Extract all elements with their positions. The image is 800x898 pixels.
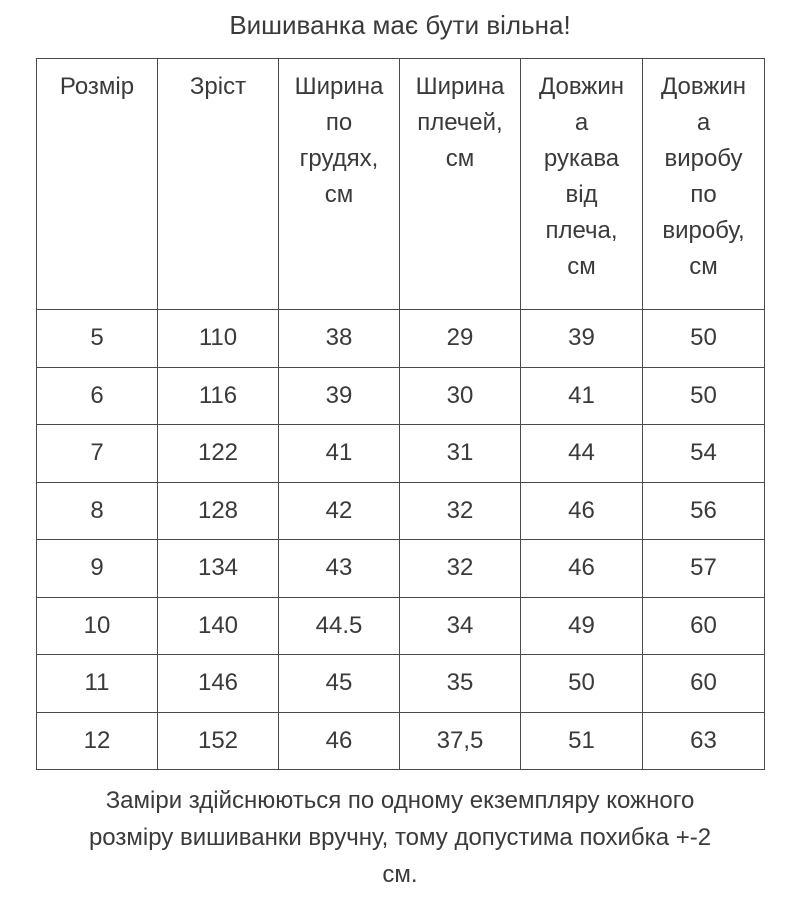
size-table [36,58,765,770]
table-cell: 110 [158,310,279,368]
header-line: від [565,181,598,208]
header-sleeve-length [521,59,643,310]
table-cell: 146 [158,655,279,713]
table-cell: 39 [279,367,400,425]
table-cell: 44 [521,425,643,483]
table-cell: 35 [400,655,521,713]
table-row [37,655,765,713]
table-cell: 56 [643,482,765,540]
table-cell: 152 [158,712,279,770]
header-line: рукава [543,145,620,172]
table-row [37,540,765,598]
table-cell: 30 [400,367,521,425]
table-cell: 63 [643,712,765,770]
header-line: виробу, [662,217,745,244]
table-cell: 34 [400,597,521,655]
header-line: Ширина [415,73,505,100]
header-chest-width [279,59,400,310]
table-cell: 8 [37,482,158,540]
table-cell: 46 [279,712,400,770]
table-row [37,482,765,540]
table-cell: 45 [279,655,400,713]
header-line: а [574,109,589,136]
table-header-row [37,59,765,310]
table-cell: 38 [279,310,400,368]
table-cell: 41 [279,425,400,483]
table-cell: 46 [521,540,643,598]
header-line: плечей, [417,109,503,136]
header-line: см [689,253,718,280]
table-cell: 122 [158,425,279,483]
header-line: см [324,181,354,208]
header-size [37,59,158,310]
table-cell: 116 [158,367,279,425]
note-line: Заміри здійснюються по одному екземпляру кожного [105,787,695,814]
header-line: виробу [664,145,743,172]
table-cell: 6 [37,367,158,425]
table-cell: 128 [158,482,279,540]
table-row [37,712,765,770]
table-cell: 7 [37,425,158,483]
note-line: розміру вишиванки вручну, тому допустима похибка +-2 [88,824,712,851]
page-title: Вишиванка має бути вільна! [229,10,571,40]
table-cell: 32 [400,540,521,598]
header-line: по [690,181,717,208]
header-line: Довжин [538,73,625,100]
table-cell: 50 [643,367,765,425]
table-cell: 39 [521,310,643,368]
table-cell: 43 [279,540,400,598]
table-cell: 32 [400,482,521,540]
table-cell: 5 [37,310,158,368]
header-height [158,59,279,310]
header-line: плеча, [545,217,618,244]
header-line: по [325,109,353,136]
table-cell: 31 [400,425,521,483]
table-cell: 49 [521,597,643,655]
header-garment-length [643,59,765,310]
header-line: см [567,253,596,280]
header-line: грудях, [299,145,379,172]
table-row [37,310,765,368]
header-line: Розмір [59,73,135,100]
table-cell: 60 [643,655,765,713]
table-cell: 50 [643,310,765,368]
table-cell: 37,5 [400,712,521,770]
table-cell: 54 [643,425,765,483]
table-cell: 29 [400,310,521,368]
table-cell: 9 [37,540,158,598]
table-cell: 60 [643,597,765,655]
header-line: а [696,109,711,136]
table-cell: 50 [521,655,643,713]
table-cell: 44.5 [279,597,400,655]
table-cell: 10 [37,597,158,655]
note-line: см. [382,861,418,888]
header-line: Довжин [660,73,747,100]
table-cell: 51 [521,712,643,770]
table-cell: 57 [643,540,765,598]
measurement-note [40,782,760,893]
table-cell: 11 [37,655,158,713]
table-cell: 140 [158,597,279,655]
table-cell: 41 [521,367,643,425]
table-cell: 42 [279,482,400,540]
table-cell: 134 [158,540,279,598]
table-row [37,597,765,655]
table-cell: 12 [37,712,158,770]
header-line: Ширина [294,73,384,100]
table-cell: 46 [521,482,643,540]
table-row [37,425,765,483]
table-row [37,367,765,425]
header-line: см [445,145,475,172]
header-line: Зріст [189,73,247,100]
header-shoulder-width [400,59,521,310]
